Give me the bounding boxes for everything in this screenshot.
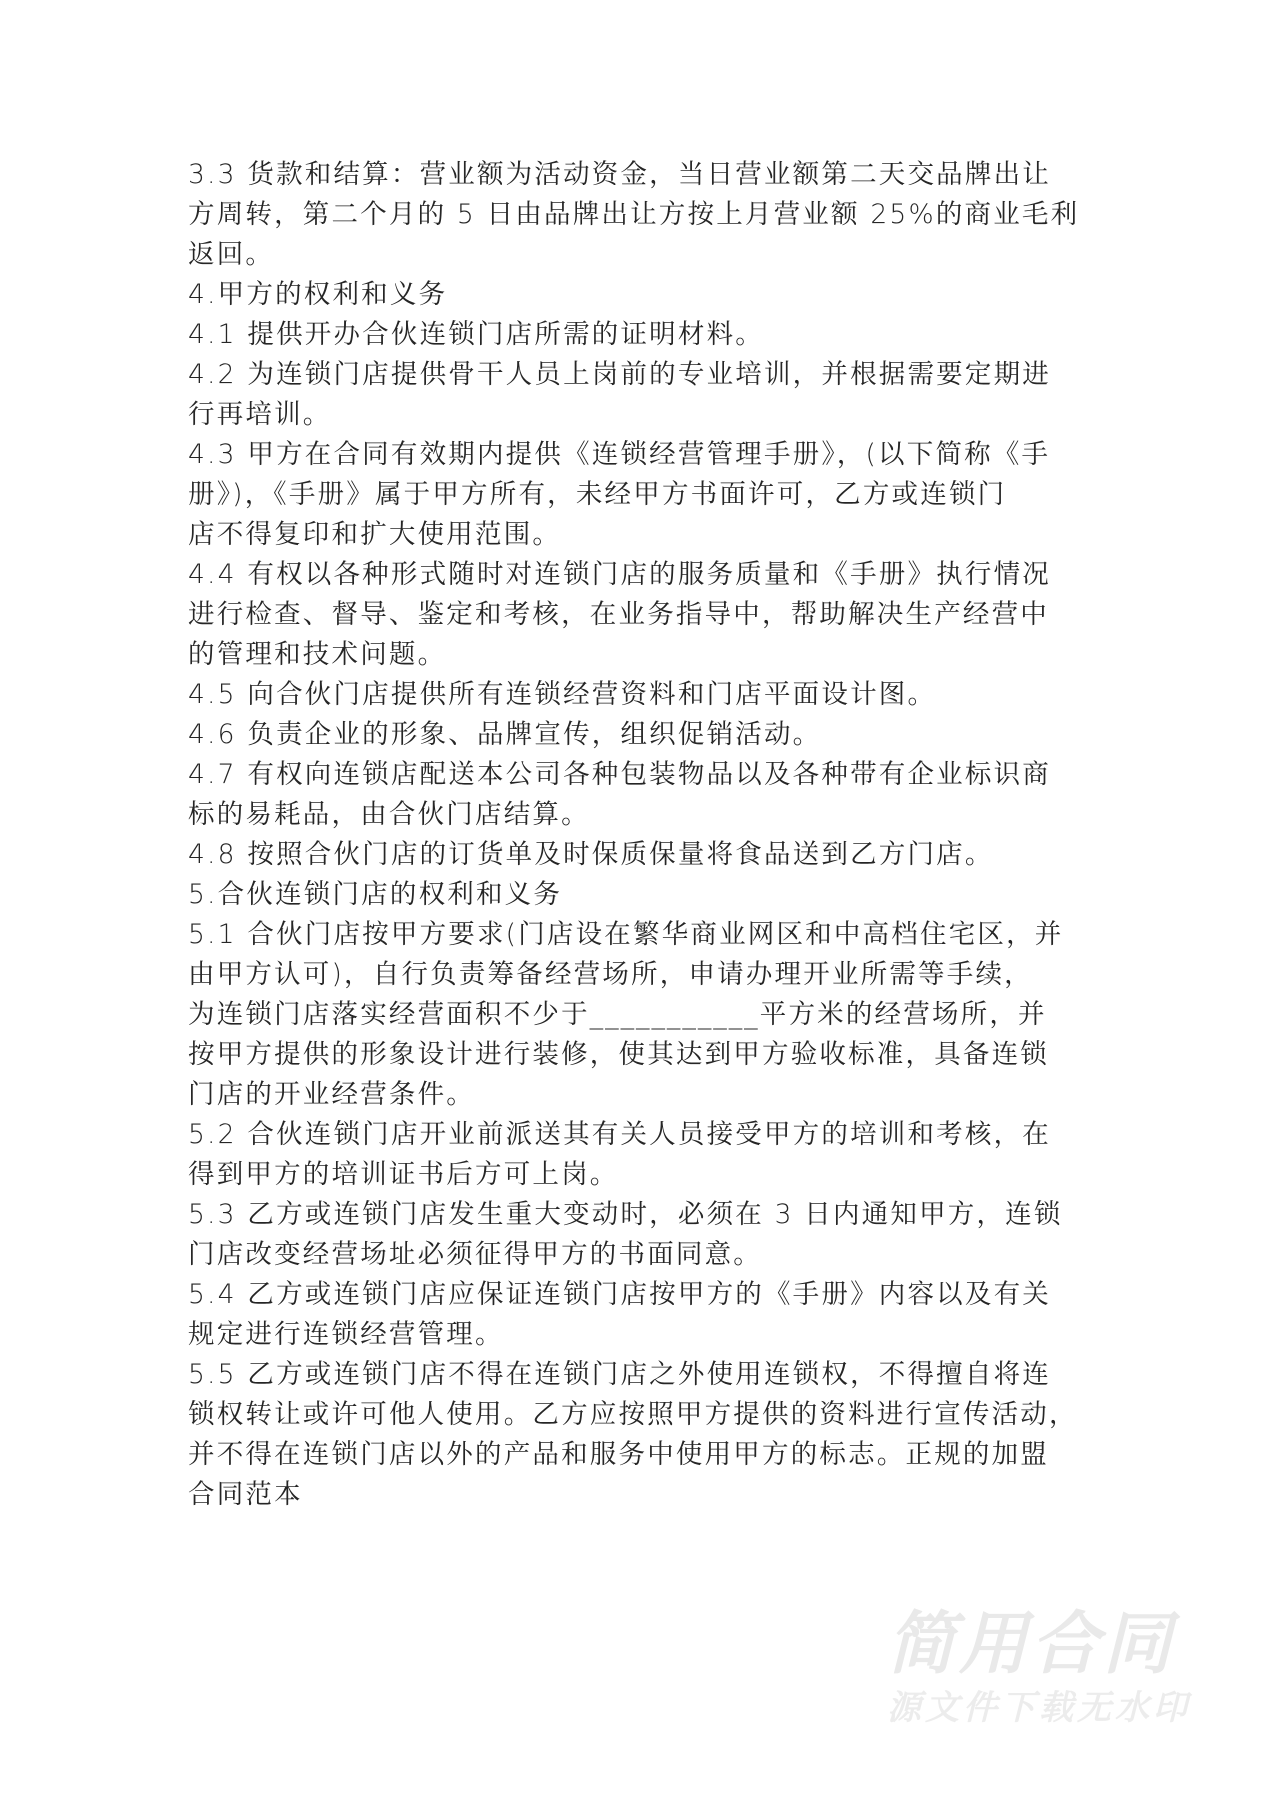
text-line: 方周转，第二个月的 5 日由品牌出让方按上月营业额 25%的商业毛利 (188, 199, 1080, 230)
text-line: 5.4 乙方或连锁门店应保证连锁门店按甲方的《手册》内容以及有关 (188, 1279, 1051, 1310)
text-line-with-blank: 为连锁门店落实经营面积不少于___________平方米的经营场所，并 (188, 999, 1047, 1030)
text-line: 的管理和技术问题。 (188, 639, 447, 670)
text-line: 门店的开业经营条件。 (188, 1079, 475, 1110)
text-line: 行再培训。 (188, 399, 332, 430)
text-line: 标的易耗品，由合伙门店结算。 (188, 799, 590, 830)
text-line: 3.3 货款和结算：营业额为活动资金，当日营业额第二天交品牌出让 (188, 159, 1051, 190)
text-line: 店不得复印和扩大使用范围。 (188, 519, 562, 550)
text-line: 进行检查、督导、鉴定和考核，在业务指导中，帮助解决生产经营中 (188, 599, 1049, 630)
text-line: 4.3 甲方在合同有效期内提供《连锁经营管理手册》，(以下简称《手 (188, 439, 1051, 470)
text-line: 4.8 按照合伙门店的订货单及时保质保量将食品送到乙方门店。 (188, 839, 994, 870)
text-line: 返回。 (188, 239, 275, 270)
text-line: 5.2 合伙连锁门店开业前派送其有关人员接受甲方的培训和考核，在 (188, 1119, 1051, 1150)
text-line: 5.3 乙方或连锁门店发生重大变动时，必须在 3 日内通知甲方，连锁 (188, 1199, 1063, 1230)
document-body (188, 155, 1098, 1515)
text-line: 合同范本 (188, 1479, 303, 1510)
section-heading: 5.合伙连锁门店的权利和义务 (188, 879, 563, 910)
text-line: 锁权转让或许可他人使用。乙方应按照甲方提供的资料进行宣传活动， (188, 1399, 1078, 1430)
section-heading: 4.甲方的权利和义务 (188, 279, 448, 310)
text-line: 4.4 有权以各种形式随时对连锁门店的服务质量和《手册》执行情况 (188, 559, 1051, 590)
text-line: 门店改变经营场址必须征得甲方的书面同意。 (188, 1239, 762, 1270)
text-line: 并不得在连锁门店以外的产品和服务中使用甲方的标志。正规的加盟 (188, 1439, 1049, 1470)
text-line: 4.5 向合伙门店提供所有连锁经营资料和门店平面设计图。 (188, 679, 937, 710)
text-line: 由甲方认可)，自行负责筹备经营场所，申请办理开业所需等手续， (188, 959, 1033, 990)
text-line: 规定进行连锁经营管理。 (188, 1319, 504, 1350)
text-line: 册》)，《手册》属于甲方所有，未经甲方书面许可，乙方或连锁门 (188, 479, 1007, 510)
text-line: 4.7 有权向连锁店配送本公司各种包装物品以及各种带有企业标识商 (188, 759, 1051, 790)
text-line: 5.5 乙方或连锁门店不得在连锁门店之外使用连锁权，不得擅自将连 (188, 1359, 1051, 1390)
text-line: 4.6 负责企业的形象、品牌宣传，组织促销活动。 (188, 719, 822, 750)
text-line: 5.1 合伙门店按甲方要求(门店设在繁华商业网区和中高档住宅区，并 (188, 919, 1064, 950)
text-line: 4.2 为连锁门店提供骨干人员上岗前的专业培训，并根据需要定期进 (188, 359, 1051, 390)
text-line: 按甲方提供的形象设计进行装修，使其达到甲方验收标准，具备连锁 (188, 1039, 1049, 1070)
text-line: 得到甲方的培训证书后方可上岗。 (188, 1159, 619, 1190)
watermark-subtitle: 源文件下载无水印 (887, 1688, 1191, 1728)
text-line: 4.1 提供开办合伙连锁门店所需的证明材料。 (188, 319, 764, 350)
watermark-title: 简用合同 (887, 1605, 1176, 1684)
